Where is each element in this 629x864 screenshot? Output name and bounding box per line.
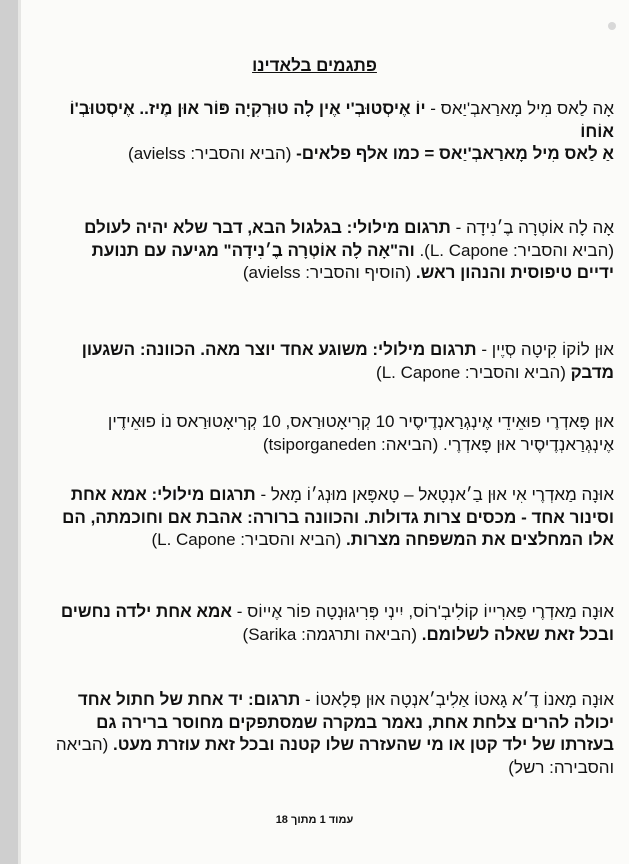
punch-hole bbox=[608, 22, 616, 30]
paragraph-text: אוּן לוֹקוֹ קִיטָה סְיֶין - bbox=[476, 340, 614, 359]
proverb-paragraph-6 bbox=[52, 601, 614, 646]
paragraph-text-bold: אַ לַאס מִיל מָארַאבְ'יַאס = כמו אלף פלאים- bbox=[291, 144, 614, 164]
paragraph-credit: (הביא והסביר: L. Capone) bbox=[376, 362, 566, 382]
paragraph-text: אוּנָה מָאנוֹ דֶ׳א גָאטוֹ אַלִיבְ׳אנְטָה אוּן פְּלָאטוֹ - bbox=[300, 690, 614, 709]
page-title: פתגמים בלאדינו bbox=[252, 56, 377, 75]
proverb-paragraph-7 bbox=[52, 689, 614, 779]
paragraph-text-bold: יוֹ אֶיסְטוּבְ'י אֶין לָה טוּרְקִיָה פּוֹר אוּן מֶיז.. אֶיסְטוּבְ'וֹ אוֹחוֹ bbox=[69, 99, 614, 141]
page-number: עמוד 1 מתוך 18 bbox=[275, 814, 354, 826]
paragraph-credit: (הוסיף והסביר: avielss) bbox=[242, 263, 412, 283]
paragraph-text-bold: תרגום מילולי: משוגע אחד יוצר מאה. הכוונה: השגעון מדבק bbox=[81, 340, 614, 382]
paragraph-text-bold: וה"אָה לָה אוֹטְרָה בֶ׳נִידָה" מגיעה עם תנועת ידיים טיפוסית והנהון ראש. bbox=[91, 240, 614, 283]
proverb-paragraph-1 bbox=[52, 98, 614, 166]
proverb-paragraph-5 bbox=[52, 484, 614, 552]
paragraph-text: אוּן פָּאדְרֶי פוּאֵידֵי אֶינְגְרַאנְדֶיסֶיר 10 קְרִיאָטוּרַאס, 10 קְרִיאָטוּרַאס נוֹ פוּאֵידֶין אֶינְגְרַאנְדֶיסֶיר אוּן פָּאדְרֶי. (הביאה: tsiporganeden) bbox=[107, 412, 614, 454]
proverb-paragraph-2 bbox=[52, 217, 614, 285]
paragraph-text-bold: תרגום מילולי: בגלגול הבא, דבר שלא יהיה לעולם bbox=[84, 218, 451, 237]
paragraph-text: אָה לָה אוֹטְרָה בֶ׳נִידָה - bbox=[450, 218, 614, 237]
paragraph-text-bold: תרגום: יד אחת של חתול אחד יכולה להרים צלחת אחת, נאמר במקרה שמסתפקים מחוסר ברירה גם בעזרתו של ילד קטן או מי שהעזרה שלו קטנה ובכל זאת עוזרת מעט. bbox=[77, 690, 614, 755]
paragraph-credit: (הביא והסביר: L. Capone). bbox=[414, 240, 614, 260]
paragraph-text: אָה לַאס מִיל מָארַאבְ'יַאס - bbox=[425, 99, 614, 118]
paragraph-text: אוּנָה מַאדְרֶי אִי אוּן בַ׳אנְטָאל – טָאפָּאן מוּנְג׳וֹ מָאל - bbox=[255, 485, 614, 504]
paragraph-credit: (הביא והסביר: L. Capone) bbox=[151, 530, 342, 550]
paragraph-text: אוּנָה מַאדְרֶי פַּארִייוֹ קוֹלִיבְ'רוֹס, יִינְי פְּרִיגוּנְטָה פוֹר אֶייוֹס - bbox=[231, 602, 614, 621]
paragraph-text-bold: אמא אחת ילדה נחשים ובכל זאת שאלה לשלומם. bbox=[60, 602, 614, 644]
paragraph-credit: (הביאה והסבירה: רשל) bbox=[55, 735, 614, 777]
paper-edge bbox=[18, 0, 21, 864]
proverb-paragraph-3 bbox=[52, 339, 614, 384]
paragraph-credit: (הביא והסביר: avielss) bbox=[128, 144, 292, 164]
proverb-paragraph-4 bbox=[52, 411, 614, 456]
paragraph-credit: (הביאה ותרגמה: Sarika) bbox=[242, 624, 418, 644]
paragraph-text-bold: תרגום מילולי: אמא אחת וסינור אחד - מכסים צרות גדולות. והכוונה ברורה: אהבת אם וחוכמתה, הם אלו המחלצים את המשפחה מצרות. bbox=[62, 485, 614, 550]
